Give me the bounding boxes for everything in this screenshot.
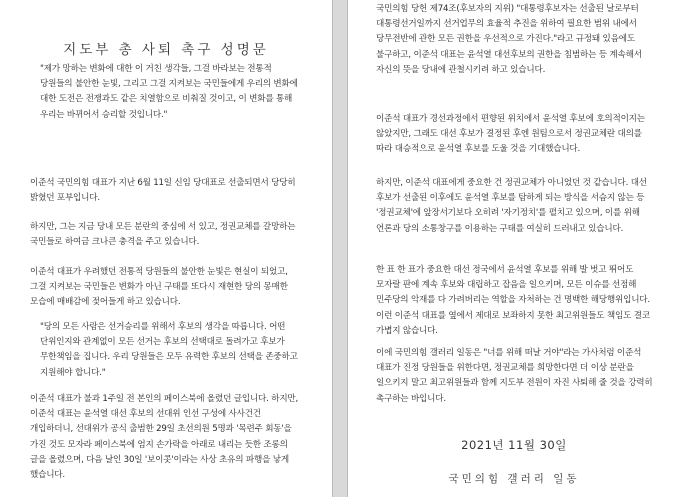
body-paragraph: 하지만, 이준석 대표에게 중요한 건 정권교체가 아니었던 것 같습니다. 대선 후보가 선출된 이후에도 윤석열 후보를 탐하게 되는 방식을 서슴지 않는 등 '정권교체'에 앞장서기보다 오히려 '자기정치'를 펼치고 있으며, 이를 위해 언론과 당의 소통창구를 이용하는 구태를 여실히 드러내고 있습니다. [376,178,647,234]
opening-quote-paragraph: "제가 망하는 변화에 대한 이 거친 생각들, 그걸 바라보는 전통적 당원들의 불안한 눈빛, 그리고 그걸 지켜보는 국민들에게 우리의 변화에 대한 도전은 전쟁과도 같은 치열함으로 비춰질 것이고, 이 변화를 통해 우리는 바뀌어서 승리할 것입니다." [40,64,298,120]
body-paragraph: 이준석 대표가 불과 1주일 전 본인의 페이스북에 올렸던 글입니다. 하지만, 이준석 대표는 윤석열 대선 후보의 선대위 인선 구성에 사사건건 개입하더니, 선대위가 공식 출범한 29일 초선의원 5명과 '목련주 회동'을 가진 것도 모자라 페이스북에 엄지 손가락을 아래로 내리는 듯한 조롱의 글을 올렸으며, 다음 날인 30일 '보이콧'이라는 사상 초유의 파행을 낳게 했습니다. [30,394,299,481]
body-paragraph: 한 표 한 표가 중요한 대선 정국에서 윤석열 후보를 위해 발 벗고 뛰어도 모자랄 판에 계속 후보와 대립하고 잡음을 일으키며, 모든 이슈를 선점해 민주당의 악재를 다 가려버리는 역할을 자처하는 건 명백한 해당행위입니다. 이런 이준석 대표를 옆에서 제대로 보좌하지 못한 최고위원들도 책임도 결코 가볍지 않습니다. [376,265,650,336]
document-page-left [0,0,333,497]
party-rule-paragraph: 국민의힘 당헌 제74조(후보자의 지위) "대통령후보자는 선출된 날로부터 대통령선거일까지 선거업무의 효율적 추진을 위하여 필요한 범위 내에서 당무전반에 관한 모든 권한을 우선적으로 가진다."라고 규정돼 있음에도 불구하고, 이준석 대표는 윤석열 대선후보의 권한을 침범하는 등 계속해서 자신의 뜻을 당내에 관철시키려 하고 있습니다. [376,4,642,75]
statement-title: 지도부 총 사퇴 촉구 성명문 [63,42,269,58]
body-paragraph: 하지만, 그는 지금 당내 모든 분란의 중심에 서 있고, 정권교체를 갈망하는 국민들로 하여금 크나큰 충격을 주고 있습니다. [30,222,296,248]
demand-paragraph: 이에 국민의힘 갤러리 일동은 "너를 위해 떠날 거야"라는 가사처럼 이준석 대표가 진정 당원들을 위한다면, 정권교체를 희망한다면 더 이상 분란을 일으키지 말고 최고위원들과 함께 지도부 전원이 자진 사퇴해 줄 것을 강력히 촉구하는 바입니다. [376,348,653,404]
statement-date: 2021년 11월 30일 [461,438,567,452]
body-paragraph: 이준석 대표가 우려했던 전통적 당원들의 불안한 눈빛은 현실이 되었고, 그걸 지켜보는 국민들은 변화가 아닌 구태를 또다시 재현한 당의 몽매한 모습에 매배감에 젖어들게 하고 있습니다. [30,267,288,308]
body-paragraph: 이준석 국민의힘 대표가 지난 6월 11일 신임 당대표로 선출되면서 당당히 밝혔던 포부입니다. [30,178,296,204]
document-page-right [347,0,680,497]
quoted-facebook-paragraph: "당의 모든 사람은 선거승리를 위해서 후보의 생각을 따릅니다. 어떤 단위인지와 관계없이 모든 선거는 후보의 선택대로 돌려가고 후보가 무한책임을 집니다. 우리 당원들은 모두 유력한 후보의 선택을 존중하고 지원해야 합니다." [40,322,298,378]
statement-signature: 국민의힘 갤러리 일동 [448,473,580,485]
body-paragraph: 이준석 대표가 경선과정에서 편향된 위치에서 윤석열 후보에 호의적이지는 않았지만, 그래도 대선 후보가 결정된 후엔 원팀으로서 정권교체란 대의를 따라 대승적으로 윤석열 후보를 도울 것을 기대했습니다. [376,114,645,155]
